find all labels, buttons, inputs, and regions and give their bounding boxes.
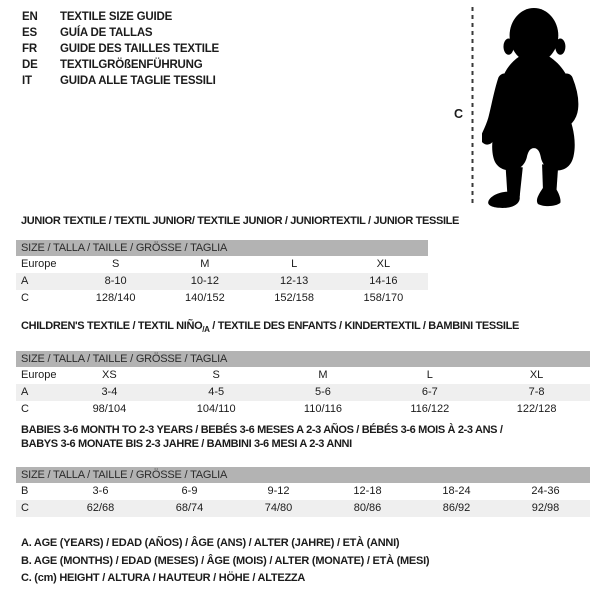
row-label: A [21, 386, 29, 399]
size-cell: 3-6 [92, 485, 109, 497]
size-header-bar: SIZE / TALLA / TAILLE / GRÖSSE / TAGLIA [16, 467, 590, 483]
size-cell: 158/170 [363, 292, 404, 304]
size-cell: 12-13 [280, 275, 309, 287]
size-cell: 18-24 [442, 485, 471, 497]
section-title-text: / TEXTILE DES ENFANTS / KINDERTEXTIL / BAMBINI TESSILE [209, 320, 519, 332]
table-row [16, 256, 428, 273]
language-label: GUIDA ALLE TAGLIE TESSILI [60, 75, 216, 87]
section-title-line [21, 437, 590, 451]
size-cell: 74/80 [264, 502, 293, 514]
size-cell: 8-10 [104, 275, 127, 287]
row-label: A [21, 275, 29, 287]
size-cell: 14-16 [369, 275, 398, 287]
section-title-text: /A [202, 325, 210, 335]
row-label: Europe [21, 258, 57, 270]
size-header-bar: SIZE / TALLA / TAILLE / GRÖSSE / TAGLIA [16, 351, 590, 367]
table-row [16, 401, 590, 418]
size-cell: S [212, 369, 220, 382]
size-table [16, 351, 590, 418]
height-measure-label: C [454, 107, 464, 121]
size-cell: 140/152 [184, 292, 225, 304]
size-cell: 80/86 [353, 502, 382, 514]
row-label: C [21, 502, 29, 514]
table-row [16, 273, 428, 290]
size-cell: L [426, 369, 433, 382]
size-cell: XL [376, 258, 391, 270]
language-code: IT [22, 75, 32, 87]
size-cell: M [200, 258, 210, 270]
baby-silhouette [482, 5, 594, 208]
section-children [16, 319, 590, 418]
size-cell: 92/98 [531, 502, 560, 514]
language-code: FR [22, 43, 37, 55]
legend-line: C. (cm) HEIGHT / ALTURA / HAUTEUR / HÖHE / ALTEZZA [21, 572, 306, 584]
size-table [16, 467, 590, 517]
table-row [16, 500, 590, 517]
size-cell: 7-8 [528, 386, 545, 399]
language-row [22, 9, 219, 25]
legend-line: A. AGE (YEARS) / EDAD (AÑOS) / ÂGE (ANS) / ALTER (JAHRE) / ETÀ (ANNI) [21, 537, 400, 549]
size-cell: 110/116 [303, 403, 343, 416]
language-list [22, 9, 219, 89]
size-cell: XS [102, 369, 117, 382]
size-table [16, 240, 428, 307]
section-title-text: BABIES 3-6 MONTH TO 2-3 YEARS / BEBÉS 3-6 MESES A 2-3 AÑOS / BÉBÉS 3-6 MOIS À 2-3 ANS / [21, 424, 503, 436]
language-row [22, 25, 219, 41]
section-title-line [21, 214, 460, 228]
section-junior [16, 214, 460, 307]
measurement-figure [440, 0, 600, 215]
size-cell: 62/68 [86, 502, 115, 514]
section-title-line [21, 319, 590, 337]
size-cell: 9-12 [267, 485, 290, 497]
language-label: TEXTILE SIZE GUIDE [60, 11, 173, 23]
section-title [16, 423, 590, 451]
section-title-line [21, 423, 590, 437]
size-cell: 116/122 [410, 403, 450, 416]
size-cell: 68/74 [175, 502, 204, 514]
language-row [22, 57, 219, 73]
size-cell: 24-36 [531, 485, 560, 497]
language-code: ES [22, 27, 37, 39]
size-cell: L [291, 258, 298, 270]
language-code: DE [22, 59, 38, 71]
section-title [16, 214, 460, 228]
language-label: GUÍA DE TALLAS [60, 27, 153, 39]
size-cell: 5-6 [315, 386, 331, 399]
size-cell: 12-18 [353, 485, 382, 497]
language-code: EN [22, 11, 38, 23]
size-cell: M [318, 369, 328, 382]
size-cell: 152/158 [274, 292, 314, 304]
table-row [16, 367, 590, 384]
section-title-text: CHILDREN'S TEXTILE / TEXTIL NIÑO [21, 320, 203, 332]
size-cell: 4-5 [208, 386, 225, 399]
size-cell: 10-12 [190, 275, 219, 287]
size-cell: 86/92 [442, 502, 471, 514]
size-cell: 3-4 [101, 386, 118, 399]
row-label: Europe [21, 369, 57, 382]
size-cell: 6-7 [421, 386, 438, 399]
row-label: C [21, 292, 29, 304]
size-cell: XL [529, 369, 544, 382]
height-measure-line [470, 7, 475, 207]
section-title-text: JUNIOR TEXTILE / TEXTIL JUNIOR/ TEXTILE JUNIOR / JUNIORTEXTIL / JUNIOR TESSILE [21, 215, 460, 227]
row-label: C [21, 403, 29, 416]
size-cell: 128/140 [95, 292, 136, 304]
table-row [16, 290, 428, 307]
size-cell: 122/128 [516, 403, 557, 416]
section-babies [16, 423, 590, 517]
size-header-bar: SIZE / TALLA / TAILLE / GRÖSSE / TAGLIA [16, 240, 428, 256]
language-row [22, 73, 219, 89]
row-label: B [21, 485, 29, 497]
section-title-text: BABYS 3-6 MONATE BIS 2-3 JAHRE / BAMBINI 3-6 MESI A 2-3 ANNI [21, 438, 352, 450]
legend-line: B. AGE (MONTHS) / EDAD (MESES) / ÂGE (MOIS) / ALTER (MONATE) / ETÀ (MESI) [21, 554, 430, 567]
size-cell: S [111, 258, 120, 270]
language-label: TEXTILGRÖßENFÜHRUNG [60, 59, 203, 71]
size-cell: 98/104 [92, 403, 127, 416]
section-title [16, 319, 590, 337]
table-row [16, 483, 590, 500]
language-row [22, 41, 219, 57]
size-cell: 6-9 [181, 485, 198, 497]
size-cell: 104/110 [196, 403, 236, 416]
table-row [16, 384, 590, 401]
language-label: GUIDE DES TAILLES TEXTILE [60, 43, 219, 55]
measurement-legend [21, 535, 429, 588]
